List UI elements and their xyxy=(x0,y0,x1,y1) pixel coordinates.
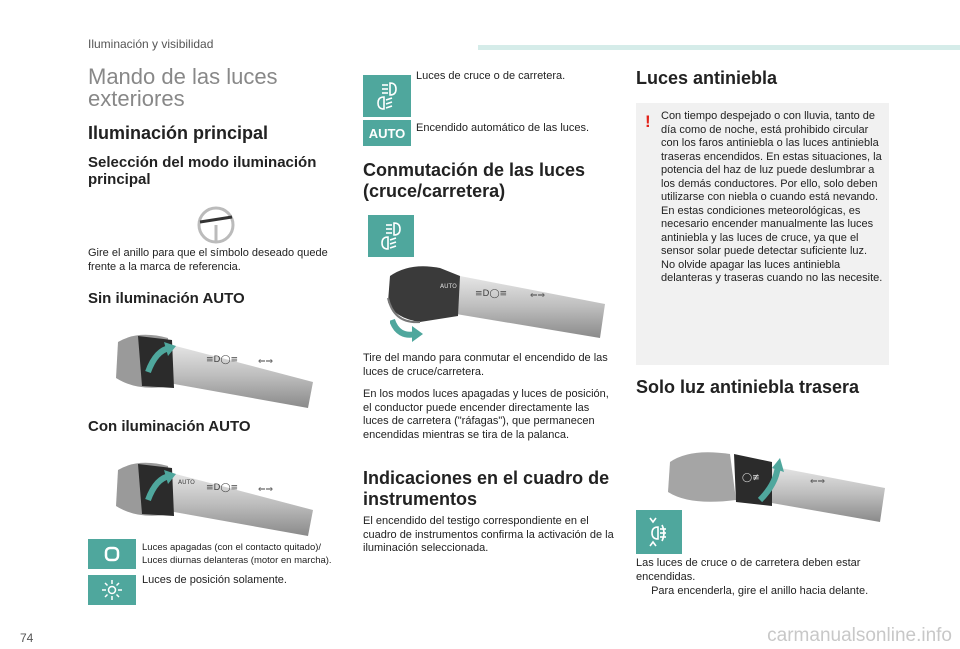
header-bar xyxy=(478,45,960,50)
position-lights-icon xyxy=(88,575,136,605)
stalk-auto-label: AUTO xyxy=(178,479,195,486)
rear-fog-step-text: Para encenderla, gire el anillo hacia delante. xyxy=(651,585,869,597)
svg-text:⇐⇒: ⇐⇒ xyxy=(258,357,274,367)
lights-off-text xyxy=(142,541,352,567)
rear-fog-icon xyxy=(636,510,682,554)
lights-off-text-line-2: Luces diurnas delanteras (motor en marcha). xyxy=(142,555,332,566)
running-header: Iluminación y visibilidad xyxy=(88,37,214,51)
heading-rear-fog: Solo luz antiniebla trasera xyxy=(636,377,860,397)
svg-text:⇐⇒: ⇐⇒ xyxy=(810,477,826,487)
lights-off-text-line-1: Luces apagadas (con el contacto quitado)/ xyxy=(142,542,322,553)
beam-text: Luces de cruce o de carretera. xyxy=(416,70,566,82)
svg-text:⇐⇒: ⇐⇒ xyxy=(530,291,546,301)
heading-fog-lights: Luces antiniebla xyxy=(636,68,778,88)
heading-main-lighting: Iluminación principal xyxy=(88,123,269,143)
heading-instrument-indications: Indicaciones en el cuadro de instrumentos xyxy=(363,468,610,509)
warning-icon: ! xyxy=(645,112,651,131)
heading-beam-switch: Conmutación de las luces (cruce/carretera) xyxy=(363,160,586,201)
position-lights-text: Luces de posición solamente. xyxy=(142,574,287,586)
svg-text:≡D◯≡: ≡D◯≡ xyxy=(206,483,239,493)
warning-text: Con tiempo despejado o con lluvia, tanto de día como de noche, está prohibido circular con los faros antiniebla o las luces antiniebla traseras encendidos. En estas situaciones, la potencia del haz de luz puede deslumbrar a los demás conductores. Por ello, solo deben utilizarse con niebla o cuando está nevando. En estas condiciones meteorológicas, es necesario encender manualmente las luces antiniebla y las luces de cruce, ya que el sensor solar puede detectar suficiente luz. No olvide apagar las luces antiniebla delanteras y traseras cuando no las necesite. xyxy=(661,110,883,284)
lights-off-icon xyxy=(88,539,136,569)
switch-text: Tire del mando para conmutar el encendido de las luces de cruce/carretera. xyxy=(363,352,608,378)
auto-icon-label: AUTO xyxy=(368,125,406,141)
svg-text:≡D◯≡: ≡D◯≡ xyxy=(206,355,239,365)
heading-mode-select: Selección del modo iluminación principal xyxy=(88,154,317,188)
watermark: carmanualsonline.info xyxy=(767,625,952,646)
auto-lights-text: Encendido automático de las luces. xyxy=(416,122,590,134)
flash-text: En los modos luces apagadas y luces de posición, el conductor puede encender directamente las luces de carretera ("ráfagas"), que permanecen encendidas mientras se tira de la palanca. xyxy=(363,388,609,441)
page-number: 74 xyxy=(20,631,34,645)
steering-wheel-icon xyxy=(196,205,236,245)
stalk-illustration-auto xyxy=(108,450,323,538)
page-title: Mando de las luces exteriores xyxy=(88,64,278,111)
select-instructions: Gire el anillo para que el símbolo deseado quede frente a la marca de referencia. xyxy=(88,247,328,273)
stalk-illustration-no-auto xyxy=(108,322,323,410)
beam-icon xyxy=(363,75,411,117)
auto-lights-icon xyxy=(363,120,411,146)
indications-text: El encendido del testigo correspondiente en el cuadro de instrumentos confirma la activación de la iluminación seleccionada. xyxy=(363,515,614,554)
rear-fog-step xyxy=(636,585,890,599)
pull-arrow-icon xyxy=(390,316,424,344)
svg-text:⇐⇒: ⇐⇒ xyxy=(258,485,274,495)
rear-fog-text: Las luces de cruce o de carretera deben estar encendidas. xyxy=(636,557,861,583)
beam-switch-icon xyxy=(368,215,414,257)
heading-with-auto: Con iluminación AUTO xyxy=(88,418,251,435)
stalk-switch-auto-label: AUTO xyxy=(440,283,457,290)
stalk-illustration-rear-fog xyxy=(660,440,890,530)
svg-text:≡D◯≡: ≡D◯≡ xyxy=(475,289,508,299)
svg-text:◯≢: ◯≢ xyxy=(742,473,760,483)
heading-no-auto: Sin iluminación AUTO xyxy=(88,290,245,307)
